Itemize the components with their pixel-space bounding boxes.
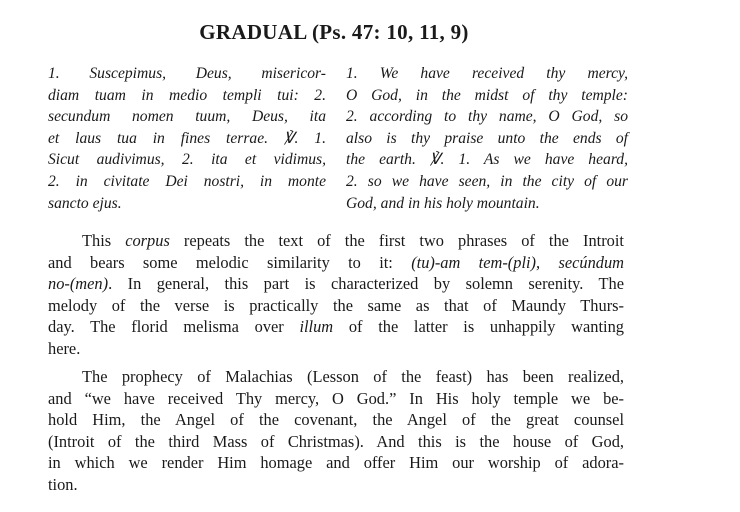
paragraph-2 [48, 366, 624, 495]
latin-line: secundum nomen tuum, Deus, ita [48, 108, 326, 126]
italic-run: illum [299, 317, 334, 336]
italic-run: no-(men) [48, 274, 109, 293]
text-line [48, 273, 624, 295]
text-run: and bears some melodic similarity to it: [48, 252, 412, 272]
paragraph-1 [48, 230, 624, 359]
latin-text-column [48, 63, 326, 214]
latin-line: diam tuam in medio templi tui: 2. [48, 86, 326, 104]
text-line: in which we render Him homage and offer Him our worship of adora- [48, 453, 624, 472]
text-line: tion. [48, 474, 78, 494]
latin-line: 2. in civitate Dei nostri, in monte [48, 172, 326, 190]
english-line: 2. so we have seen, in the city of our [346, 172, 628, 190]
text-run: . In general, this part is characterized by solemn serenity. The [108, 274, 624, 293]
text-line: here. [48, 338, 81, 358]
english-line: the earth. ℣. 1. As we have heard, [346, 151, 628, 169]
text-run: This [82, 231, 126, 250]
english-line: also is thy praise unto the ends of [346, 129, 628, 147]
text-line [48, 316, 624, 338]
english-line: O God, in the midst of thy temple: [346, 86, 628, 104]
text-run: day. The florid melisma over [48, 317, 300, 336]
latin-line: et laus tua in fines terrae. ℣. 1. [48, 129, 326, 147]
latin-line: Sicut audivimus, 2. ita et vidimus, [48, 151, 326, 169]
english-line: God, and in his holy mountain. [346, 194, 540, 212]
italic-run: (tu)-am tem-(pli), secúndum [411, 252, 624, 272]
text-run: repeats the text of the first two phrases of the Introit [169, 231, 624, 250]
text-line: and “we have received Thy mercy, O God.” In His holy temple we be- [48, 388, 624, 408]
english-text-column [346, 63, 628, 214]
text-line: The prophecy of Malachias (Lesson of the feast) has been realized, [82, 367, 624, 386]
italic-run: corpus [125, 231, 170, 250]
english-line: 2. according to thy name, O God, so [346, 108, 628, 126]
text-line: melody of the verse is practically the same as that of Maundy Thurs- [48, 295, 624, 315]
text-line [48, 230, 624, 252]
commentary [48, 230, 624, 495]
latin-line: 1. Suscepimus, Deus, misericor- [48, 65, 326, 82]
english-line: 1. We have received thy mercy, [346, 65, 628, 82]
latin-line: sancto ejus. [48, 194, 122, 212]
text-line [48, 252, 624, 274]
text-line: (Introit of the third Mass of Christmas). And this is the house of God, [48, 431, 624, 451]
text-line: hold Him, the Angel of the covenant, the Angel of the great counsel [48, 410, 624, 429]
text-run: of the latter is unhappily wanting [333, 317, 624, 336]
gradual-title: GRADUAL (Ps. 47: 10, 11, 9) [199, 20, 469, 44]
